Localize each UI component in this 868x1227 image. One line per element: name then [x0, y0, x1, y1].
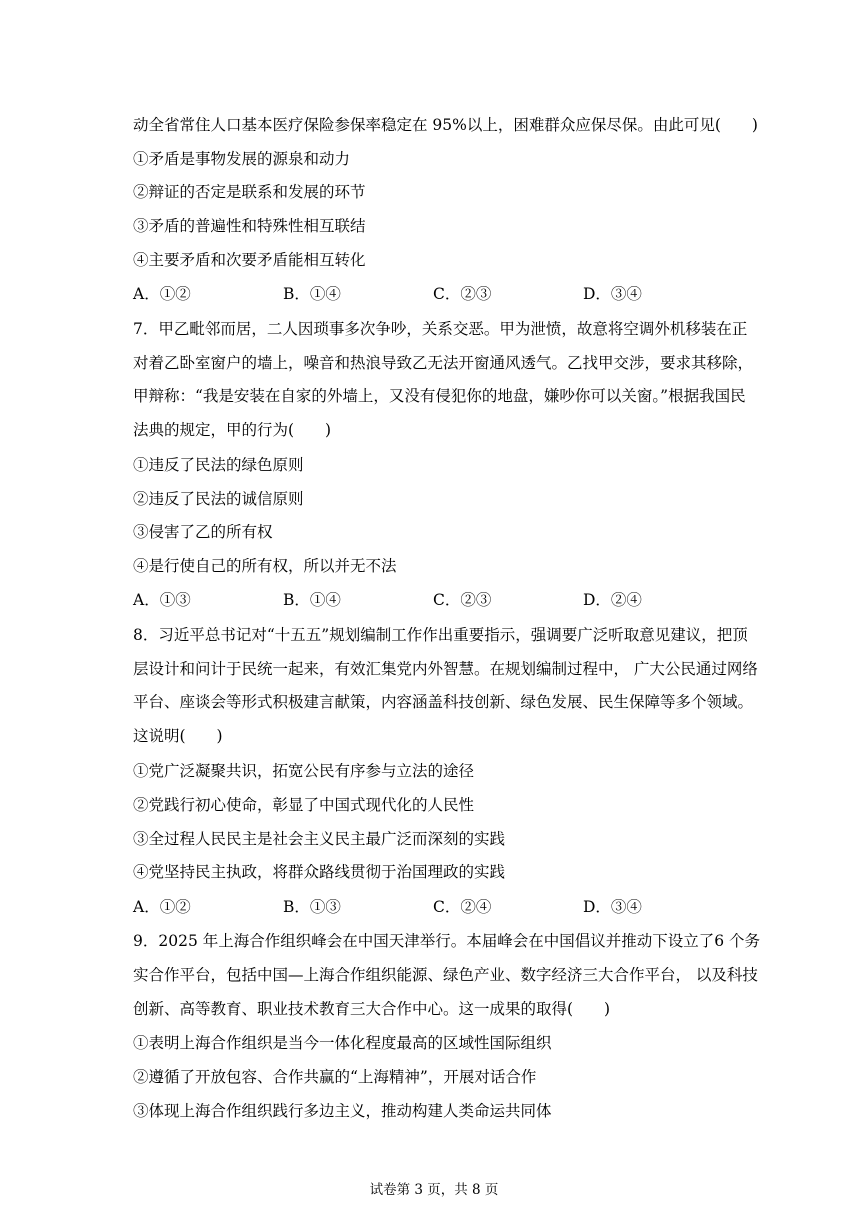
q8-choice-b[interactable]: B．①③ — [283, 898, 341, 916]
q7-item-1: ①违反了民法的绿色原则 — [133, 456, 304, 474]
q7-stem-line-4: 法典的规定，甲的行为( ) — [133, 421, 332, 439]
q8-choice-d[interactable]: D．③④ — [583, 898, 642, 916]
q8-stem-line-4: 这说明( ) — [133, 727, 223, 745]
page-footer: 试卷第 3 页，共 8 页 — [369, 1182, 499, 1198]
q7-choices — [133, 590, 753, 610]
q8-stem-line-2: 层设计和问计于民统一起来，有效汇集党内外智慧。在规划编制过程中， 广大公民通过网络 — [133, 660, 758, 678]
q7-item-2: ②违反了民法的诚信原则 — [133, 490, 304, 508]
q7-item-4: ④是行使自己的所有权，所以并无不法 — [133, 557, 397, 575]
q7-stem-line-1: 7．甲乙毗邻而居，二人因琐事多次争吵，关系交恶。甲为泄愤，故意将空调外机移装在正 — [133, 320, 748, 338]
q8-item-4: ④党坚持民主执政，将群众路线贯彻于治国理政的实践 — [133, 863, 506, 881]
q9-stem-line-2: 实合作平台，包括中国—上海合作组织能源、绿色产业、数字经济三大合作平台， 以及科技 — [133, 966, 758, 984]
q9-stem-line-3: 创新、高等教育、职业技术教育三大合作中心。这一成果的取得( ) — [133, 1000, 611, 1018]
q6-stem-line: 动全省常住人口基本医疗保险参保率稳定在 95%以上，困难群众应保尽保。由此可见( ) — [133, 116, 758, 134]
q6-choice-a[interactable]: A．①② — [133, 285, 191, 303]
q6-item-2: ②辩证的否定是联系和发展的环节 — [133, 183, 366, 201]
q6-item-1: ①矛盾是事物发展的源泉和动力 — [133, 150, 351, 168]
q8-item-3: ③全过程人民民主是社会主义民主最广泛而深刻的实践 — [133, 830, 506, 848]
q6-choice-c[interactable]: C．②③ — [433, 285, 492, 303]
q9-item-1: ①表明上海合作组织是当今一体化程度最高的区域性国际组织 — [133, 1034, 552, 1052]
q6-choice-b[interactable]: B．①④ — [283, 285, 341, 303]
q8-item-2: ②党践行初心使命，彰显了中国式现代化的人民性 — [133, 796, 475, 814]
q8-choice-c[interactable]: C．②④ — [433, 898, 492, 916]
q8-stem-line-3: 平台、座谈会等形式积极建言献策，内容涵盖科技创新、绿色发展、民生保障等多个领域。 — [133, 693, 754, 711]
q6-choices — [133, 284, 753, 304]
q6-item-4: ④主要矛盾和次要矛盾能相互转化 — [133, 251, 366, 269]
q6-choice-d[interactable]: D．③④ — [583, 285, 642, 303]
q7-choice-c[interactable]: C．②③ — [433, 591, 492, 609]
q9-item-2: ②遵循了开放包容、合作共赢的“上海精神”，开展对话合作 — [133, 1068, 537, 1086]
q9-item-3: ③体现上海合作组织践行多边主义，推动构建人类命运共同体 — [133, 1102, 552, 1120]
q7-choice-a[interactable]: A．①③ — [133, 591, 191, 609]
q8-choices — [133, 897, 753, 917]
q9-stem-line-1: 9．2025 年上海合作组织峰会在中国天津举行。本届峰会在中国倡议并推动下设立了6 个务 — [133, 932, 761, 950]
q6-item-3: ③矛盾的普遍性和特殊性相互联结 — [133, 217, 366, 235]
q8-stem-line-1: 8．习近平总书记对“十五五”规划编制工作作出重要指示，强调要广泛听取意见建议，把顶 — [133, 626, 748, 644]
q7-choice-d[interactable]: D．②④ — [583, 591, 642, 609]
q7-stem-line-2: 对着乙卧室窗户的墙上，噪音和热浪导致乙无法开窗通风透气。乙找甲交涉，要求其移除， — [133, 354, 754, 372]
q7-stem-line-3: 甲辩称：“我是安装在自家的外墙上，又没有侵犯你的地盘，嫌吵你可以关窗。”根据我国民 — [133, 387, 746, 405]
q7-choice-b[interactable]: B．①④ — [283, 591, 341, 609]
q7-item-3: ③侵害了乙的所有权 — [133, 523, 273, 541]
q8-item-1: ①党广泛凝聚共识，拓宽公民有序参与立法的途径 — [133, 762, 475, 780]
q8-choice-a[interactable]: A．①② — [133, 898, 191, 916]
